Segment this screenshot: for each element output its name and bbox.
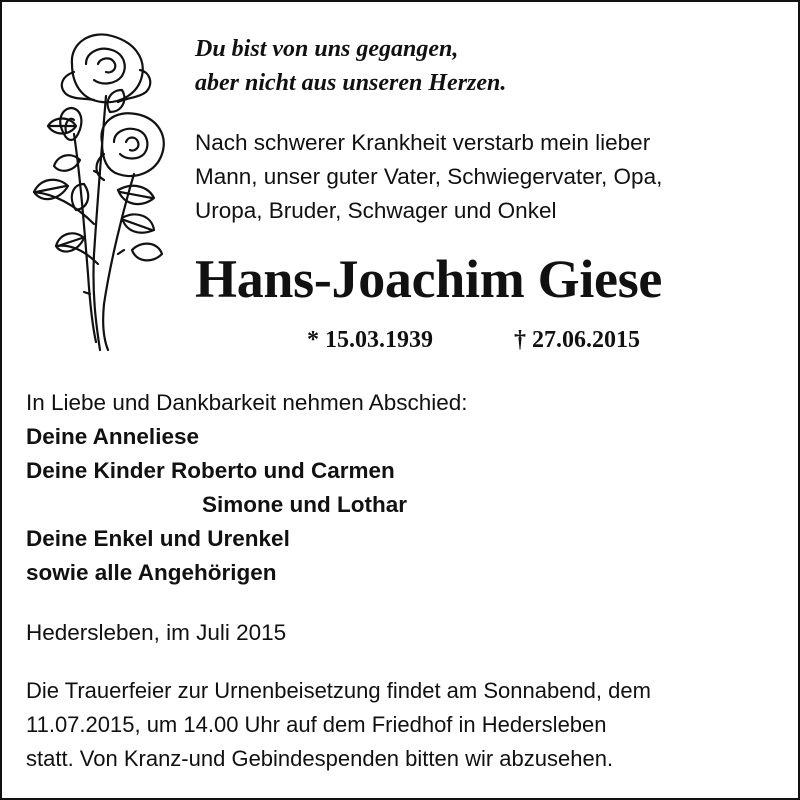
mourner-line: Deine Enkel und Urenkel — [26, 526, 290, 551]
ceremony-line: 11.07.2015, um 14.00 Uhr auf dem Friedhof in Hedersleben — [26, 712, 607, 737]
motto-line: aber nicht aus unseren Herzen. — [195, 70, 507, 96]
intro-line: Uropa, Bruder, Schwager und Onkel — [195, 198, 557, 223]
ceremony-line: statt. Von Kranz-und Gebindespenden bitten wir abzusehen. — [26, 746, 614, 771]
mourner-line: Deine Anneliese — [26, 424, 199, 449]
ceremony-line: Die Trauerfeier zur Urnenbeisetzung findet am Sonnabend, dem — [26, 678, 651, 703]
mourners-list — [26, 420, 407, 590]
mourner-line: Deine Kinder Roberto und Carmen — [26, 458, 395, 483]
farewell-line: In Liebe und Dankbarkeit nehmen Abschied: — [26, 390, 468, 415]
ceremony-info — [26, 674, 778, 776]
intro-text — [195, 126, 662, 228]
intro-line: Mann, unser guter Vater, Schwiegervater, Opa, — [195, 164, 663, 189]
mourner-line: sowie alle Angehörigen — [26, 560, 277, 585]
birth-date: * 15.03.1939 — [307, 327, 433, 353]
intro-line: Nach schwerer Krankheit verstarb mein lieber — [195, 130, 651, 155]
mourner-line: Simone und Lothar — [202, 492, 407, 517]
motto-line: Du bist von uns gegangen, — [195, 36, 459, 62]
deceased-name: Hans-Joachim Giese — [195, 249, 663, 309]
rose-icon — [14, 24, 186, 360]
place-date: Hedersleben, im Juli 2015 — [26, 620, 287, 645]
death-date: † 27.06.2015 — [514, 327, 640, 353]
motto-quote — [195, 32, 506, 100]
